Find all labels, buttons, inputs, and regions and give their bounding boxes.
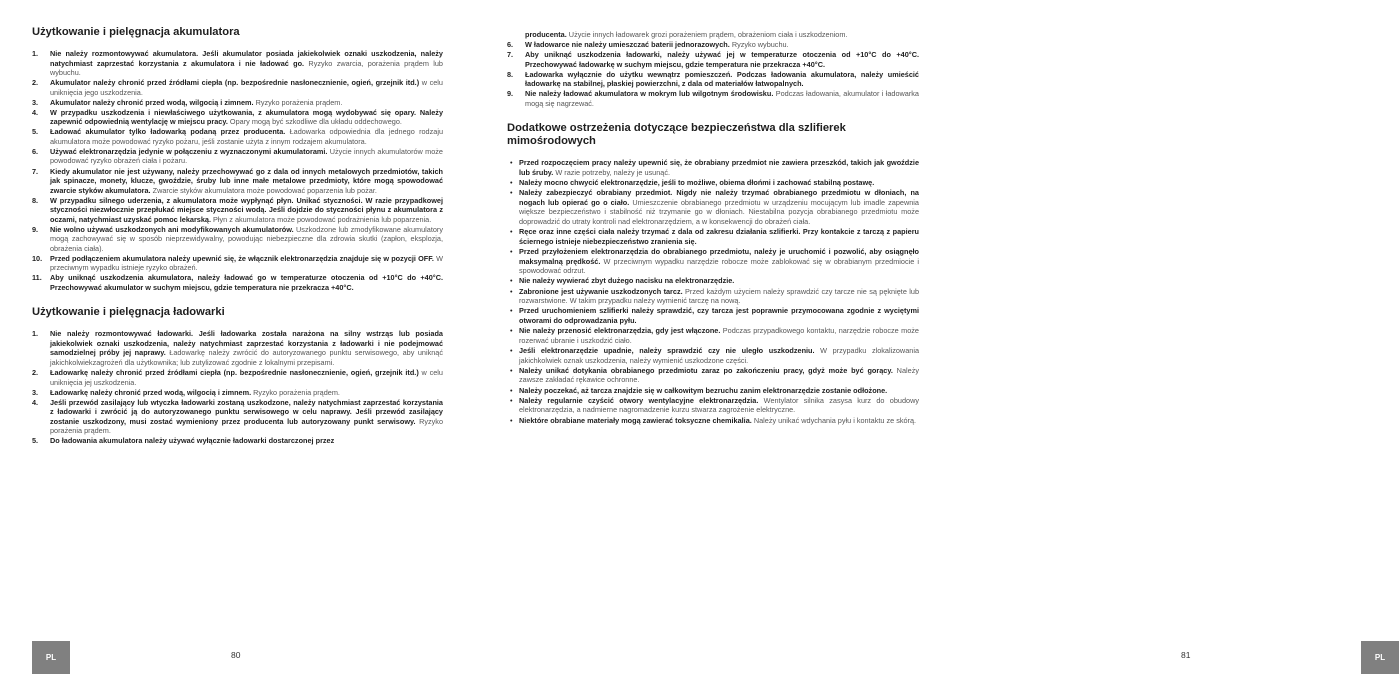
bullet-icon: •	[510, 415, 513, 425]
item-explanation-text: Umieszczenie obrabianego przedmiotu w urządzeniu mocującym lub imadle zapewnia większe bezpieczeństwo i stabilność niż trzymanie go w dłoniach. Niestabilna pozycja obrabianego przedmiotu może doprowadzić do utraty kontroli nad elektronarzędziem, a w konsekwencji do obrażeń ciała.	[519, 197, 919, 226]
item-number: 9.	[507, 89, 514, 99]
bullet-icon: •	[510, 326, 513, 336]
item-number: 4.	[32, 397, 39, 407]
list-item	[32, 127, 443, 146]
list-item	[507, 70, 919, 89]
battery-section-title: Użytkowanie i pielęgnacja akumulatora	[32, 26, 240, 38]
bullet-icon: •	[510, 385, 513, 395]
item-warning-text: Do ładowania akumulatora należy używać wyłącznie ładowarki dostarczonej przez	[50, 436, 335, 446]
item-warning-text: Jeśli elektronarzędzie upadnie, należy sprawdzić czy nie uległo uszkodzeniu.	[519, 346, 815, 356]
item-warning-text: Przed podłączeniem akumulatora należy upewnić się, że włącznik elektronarzędzia znajduje się w pozycji OFF.	[50, 253, 434, 263]
bullet-icon: •	[510, 286, 513, 296]
item-number: 2.	[32, 368, 39, 378]
item-number: 11.	[32, 273, 42, 283]
item-number: 4.	[32, 107, 39, 117]
list-item	[507, 178, 919, 188]
bullet-icon: •	[510, 346, 513, 356]
list-item	[507, 188, 919, 226]
bullet-icon: •	[510, 247, 513, 257]
item-warning-text: Nie należy rozmontowywać akumulatora. Jeśli akumulator posiada jakiekolwiek oznaki uszkodzenia, należy natychmiast zaprzestać korzystania z akumulatora i nie ładować go.	[50, 49, 443, 68]
right-page	[475, 0, 1386, 674]
list-item	[507, 366, 919, 385]
item-number: 10.	[32, 253, 43, 263]
item-warning-text: Przed przyłożeniem elektronarzędzia do obrabianego przedmiotu, należy je uruchomić i pozwolić, aby osiągnęło maksymalną prędkość.	[519, 247, 919, 266]
list-item	[32, 98, 443, 108]
charger-continued-list	[507, 30, 919, 108]
item-warning-text: producenta.	[525, 30, 567, 39]
item-warning-text: Nie należy wywierać zbyt dużego nacisku na elektronarzędzie.	[519, 276, 735, 286]
bullet-icon: •	[510, 158, 513, 168]
item-number: 3.	[32, 387, 39, 397]
item-explanation-text: W razie potrzeby, należy je usunąć.	[553, 167, 670, 177]
item-warning-text: Nie wolno używać uszkodzonych ani modyfikowanych akumulatorów.	[50, 224, 294, 234]
item-explanation-text: Użycie innych akumulatorów może powodować ryzyko obrażeń ciała i pożaru.	[50, 146, 443, 166]
list-item	[32, 398, 443, 436]
list-item	[32, 273, 443, 292]
item-number: 9.	[32, 224, 39, 234]
item-explanation-text: Zwarcie styków akumulatora może powodować poparzenia lub pożar.	[150, 185, 377, 195]
item-number: 7.	[507, 50, 514, 60]
item-number: 3.	[32, 97, 39, 107]
item-warning-text: Zabronione jest używanie uszkodzonych tarcz.	[519, 286, 683, 296]
battery-list	[32, 49, 443, 292]
item-number: 2.	[32, 78, 39, 88]
item-explanation-text: Ryzyko zwarcia, porażenia prądem lub wybuchu.	[50, 58, 443, 77]
item-warning-text: Przed uruchomieniem szlifierki należy sprawdzić, czy tarcza jest poprawnie przymocowana zgodnie z wyciętymi otworami do odprowadzania pyłu.	[519, 306, 919, 325]
item-number: 5.	[32, 436, 39, 446]
list-item	[507, 227, 919, 246]
item-explanation-text: Uszkodzone lub zmodyfikowane akumulatory mogą zachowywać się w sposób nieprzewidywalny, powodując niebezpieczne dla zdrowia skutki (zapłon, eksplozja, obrażenia ciała).	[50, 224, 443, 253]
item-warning-text: Należy unikać dotykania obrabianego przedmiotu zaraz po zakończeniu pracy, gdyż może być gorący.	[519, 365, 893, 375]
item-warning-text: Aby uniknąć uszkodzenia akumulatora, należy ładować go w temperaturze otoczenia od +10°C do +40°C. Przechowywać akumulator w suchym miejscu, gdzie temperatura nie przekracza +40°C.	[50, 273, 443, 292]
item-explanation-text: Ładowarkę należy zwrócić do autoryzowanego punktu serwisowego, aby uniknąć jakichkolwiekzagrożeń dla użytkownika; lub zutylizować zgodnie z lokalnymi przepisami.	[50, 348, 443, 367]
item-warning-text: Ładowarka wyłącznie do użytku wewnątrz pomieszczeń. Podczas ładowania akumulatora, należy umieścić ładowarkę na stabilnej, płaskiej powierzchni, z dala od materiałów łatwopalnych.	[525, 69, 919, 89]
list-item	[32, 147, 443, 166]
item-warning-text: Należy poczekać, aż tarcza znajdzie się w całkowitym bezruchu zanim elektronarzędzie zostanie odłożone.	[519, 385, 888, 395]
item-explanation-text: Ryzyko wybuchu.	[729, 40, 789, 50]
item-warning-text: Aby uniknąć uszkodzenia ładowarki, należy używać jej w temperaturze otoczenia od +10°C do +40°C. Przechowywać ładowarkę w suchym miejscu, gdzie temperatura nie przekracza +40°C.	[525, 50, 919, 69]
list-item	[32, 436, 443, 446]
item-number: 1.	[32, 49, 39, 58]
list-item	[507, 306, 919, 325]
charger-section-title: Użytkowanie i pielęgnacja ładowarki	[32, 306, 225, 319]
item-explanation-text: Przed każdym użyciem należy sprawdzić czy tarcze nie są pęknięte lub rozwarstwione. W takim przypadku należy wymienić tarczę na nową.	[519, 286, 919, 306]
item-warning-text: Nie należy ładować akumulatora w mokrym lub wilgotnym środowisku.	[525, 89, 774, 99]
item-number: 6.	[32, 146, 39, 156]
item-explanation-text: Opary mogą być szkodliwe dla układu oddechowego.	[227, 117, 402, 127]
list-item	[32, 167, 443, 196]
grinder-warnings-list	[507, 158, 919, 425]
item-warning-text: W ładowarce nie należy umieszczać baterii jednorazowych.	[525, 40, 730, 50]
list-item	[32, 254, 443, 273]
item-explanation-text: W przypadku zlokalizowania jakichkolwiek oznak uszkodzenia, należy wymienić uszkodzone części.	[519, 346, 919, 365]
item-warning-text: W przypadku uszkodzenia i niewłaściwego użytkowania, z akumulatora mogą wydobywać się opary. Należy zapewnić odpowiednią wentylację w miejscu pracy.	[50, 107, 443, 127]
item-warning-text: Należy regularnie czyścić otwory wentylacyjne elektronarzędzia.	[519, 395, 759, 405]
list-item	[507, 287, 919, 306]
item-warning-text: Używać elektronarzędzia jedynie w połączeniu z wyznaczonymi akumulatorami.	[50, 146, 328, 156]
list-item	[32, 368, 443, 387]
item-warning-text: Należy mocno chwycić elektronarzędzie, jeśli to możliwe, obiema dłońmi i zachować stabilną postawę.	[519, 178, 875, 188]
list-item	[507, 346, 919, 365]
item-warning-text: Jeśli przewód zasilający lub wtyczka ładowarki zostaną uszkodzone, należy natychmiast zaprzestać korzystania z ładowarki i zwrócić ją do autoryzowanego punktu serwisowego w celu naprawy. Jeśli przewód zasilający zostanie uszkodzony, musi zostać wymieniony przez producenta lub autoryzowany punkt serwisowy.	[50, 397, 443, 426]
item-warning-text: Kiedy akumulator nie jest używany, należy przechowywać go z dala od innych metalowych przedmiotów, takich jak spinacze, monety, klucze, gwoździe, śruby lub inne małe metalowe przedmioty, które mogą spowodować zwarcie styków akumulatora.	[50, 166, 443, 195]
list-item	[32, 388, 443, 398]
item-number: 1.	[32, 329, 39, 339]
item-explanation-text: w celu uniknięcia jego uszkodzenia.	[50, 78, 443, 97]
item-explanation-text: Ładowarka odpowiednia dla jednego rodzaju akumulatora może powodować ryzyko pożaru, jeśli zostanie użyta z innym rodzajem akumulatora.	[50, 127, 443, 146]
bullet-icon: •	[510, 306, 513, 316]
list-item	[507, 158, 919, 177]
list-item	[32, 225, 443, 254]
item-explanation-text: w celu uniknięcia jej uszkodzenia.	[50, 368, 443, 387]
right-page-content	[507, 30, 919, 426]
list-item	[32, 78, 443, 97]
bullet-icon: •	[510, 188, 513, 198]
item-explanation-text: Użycie innych ładowarek grozi porażeniem prądem, obrażeniom ciała i uszkodzeniom.	[566, 30, 848, 39]
left-page-content	[32, 26, 443, 446]
bullet-icon: •	[510, 227, 513, 237]
item-warning-text: Ładować akumulator tylko ładowarką podaną przez producenta.	[50, 127, 286, 137]
language-tab: PL	[1361, 641, 1399, 674]
item-warning-text: Akumulator należy chronić przed wodą, wilgocią i zimnem.	[50, 97, 254, 107]
item-explanation-text: Podczas przypadkowego kontaktu, narzędzie robocze może rozerwać ubranie i uszkodzić ciało.	[519, 326, 919, 345]
item-explanation-text: Ryzyko porażenia prądem.	[251, 387, 340, 397]
page-number: 81	[1181, 650, 1191, 660]
item-number: 8.	[32, 195, 39, 205]
page-number: 80	[231, 650, 241, 660]
item-warning-text: Akumulator należy chronić przed źródłami ciepła (np. bezpośrednie nasłonecznienie, ogień, grzejnik itd.)	[50, 78, 420, 88]
item-explanation-text: Wentylator silnika zasysa kurz do obudowy elektronarzędzia, a nadmierne nagromadzenie kurzu stwarza zagrożenie elektryczne.	[519, 395, 919, 415]
list-item	[32, 196, 443, 225]
list-item	[32, 329, 443, 367]
item-warning-text: Ładowarkę należy chronić przed źródłami ciepła (np. bezpośrednie nasłonecznienie, ogień, grzejnik itd.)	[50, 368, 419, 378]
list-item	[32, 108, 443, 127]
item-warning-text: Nie należy przenosić elektronarzędzia, gdy jest włączone.	[519, 326, 721, 336]
list-item	[507, 276, 919, 286]
item-warning-text: Ręce oraz inne części ciała należy trzymać z dala od zakresu działania szlifierki. Przy kontakcie z tarczą z papieru ściernego istnieje niebezpieczeństwo zranienia się.	[519, 227, 919, 246]
item-explanation-text: W przeciwnym wypadku istnieje ryzyko obrażeń.	[50, 253, 443, 273]
item-explanation-text: Należy zawsze zakładać rękawice ochronne.	[519, 365, 919, 385]
bullet-icon: •	[510, 276, 513, 286]
item-explanation-text: Ryzyko porażenia prądem.	[50, 416, 444, 436]
item-explanation-text: Podczas ładowania, akumulator i ładowarka mogą się nagrzewać.	[525, 89, 919, 108]
list-item	[507, 89, 919, 108]
charger-list	[32, 329, 443, 445]
left-page	[0, 0, 475, 674]
list-item	[507, 30, 919, 40]
language-tab: PL	[32, 641, 70, 674]
item-warning-text: Przed rozpoczęciem pracy należy upewnić się, że obrabiany przedmiot nie zawiera przeszkód, takich jak gwoździe lub śruby.	[519, 158, 919, 177]
item-explanation-text: Płyn z akumulatora może powodować podrażnienia lub poparzenia.	[211, 214, 432, 224]
item-explanation-text: Należy unikać wdychania pyłu i kontaktu ze skórą.	[751, 415, 917, 425]
list-item	[507, 50, 919, 69]
item-warning-text: Niektóre obrabiane materiały mogą zawierać toksyczne chemikalia.	[519, 415, 752, 425]
list-item	[507, 386, 919, 396]
item-explanation-text: Ryzyko porażenia prądem.	[253, 97, 343, 107]
list-item	[507, 326, 919, 345]
bullet-icon: •	[510, 178, 513, 188]
grinder-section-title: Dodatkowe ostrzeżenia dotyczące bezpieczeństwa dla szlifierek mimośrodowych	[507, 122, 846, 148]
list-item	[507, 416, 919, 426]
item-number: 7.	[32, 166, 39, 176]
item-number: 8.	[507, 69, 514, 79]
item-warning-text: Należy zabezpieczyć obrabiany przedmiot. Nigdy nie należy trzymać obrabianego przedmiotu w dłoniach, na nogach lub opierać go o ciało.	[519, 188, 919, 207]
item-warning-text: W przypadku silnego uderzenia, z akumulatora może wypłynąć płyn. Unikać styczności. W razie przypadkowej styczności niezwłocznie przepłukać miejsce styczności wodą. Jeśli dojdzie do styczności płynu z akumulatora z oczami, natychmiast uzyskać pomoc lekarską.	[50, 195, 443, 224]
list-item	[507, 247, 919, 276]
item-warning-text: Ładowarkę należy chronić przed wodą, wilgocią i zimnem.	[50, 387, 252, 397]
item-warning-text: Nie należy rozmontowywać ładowarki. Jeśli ładowarka została narażona na silny wstrząs lub posiada jakiekolwiek oznaki uszkodzenia, należy natychmiast zaprzestać korzystania z ładowarki i nie podejmować samodzielnej próby jej naprawy.	[50, 329, 443, 358]
item-number: 6.	[507, 40, 514, 50]
list-item	[507, 396, 919, 415]
list-item	[507, 40, 919, 50]
bullet-icon: •	[510, 365, 513, 375]
bullet-icon: •	[510, 395, 513, 405]
item-explanation-text: W przeciwnym wypadku narzędzie robocze może zablokować się w obrabianym przedmiocie i spowodować odrzut.	[519, 256, 919, 276]
item-number: 5.	[32, 127, 39, 137]
list-item	[32, 49, 443, 78]
